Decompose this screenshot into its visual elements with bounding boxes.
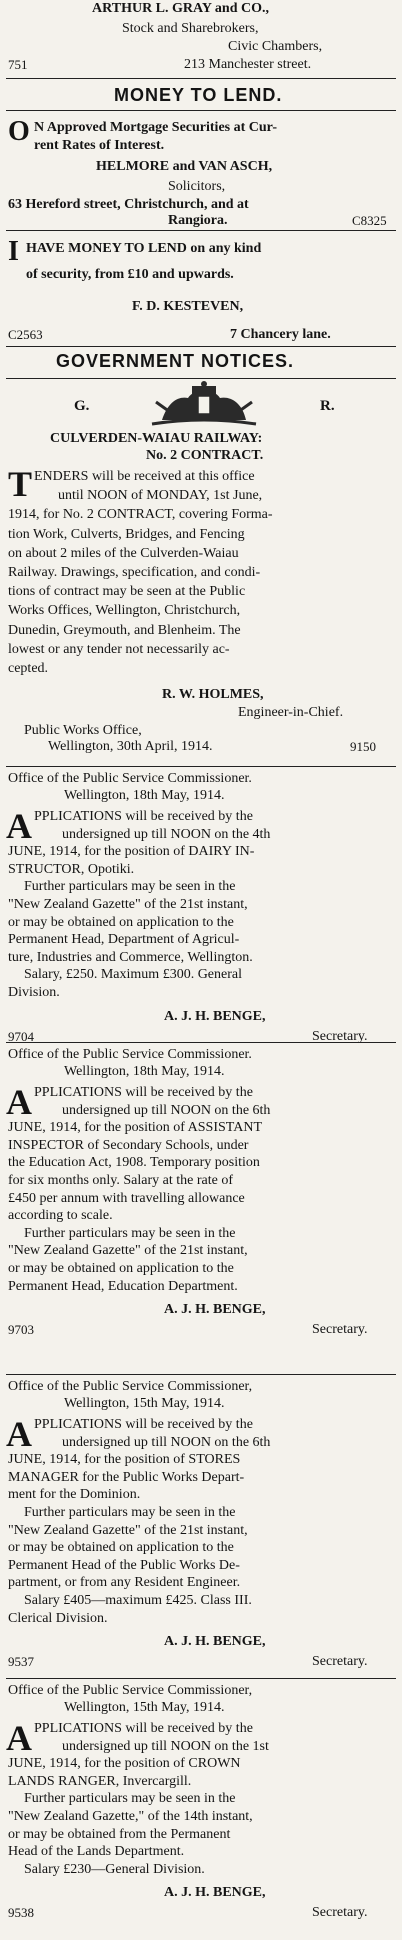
notice-signer-title: Secretary.	[312, 1322, 368, 1338]
notice-signer-title: Secretary.	[312, 1028, 368, 1044]
notice-body-line: the Education Act, 1908. Temporary position	[8, 1155, 260, 1171]
notice-date: Wellington, 18th May, 1914.	[64, 1064, 225, 1079]
kesteven-address: 7 Chancery lane.	[230, 327, 331, 342]
notice-body-line: Permanent Head, Department of Agricul-	[8, 932, 240, 948]
money-line-1: N Approved Mortgage Securities at Cur-	[34, 120, 278, 135]
notice-body-line: according to scale.	[8, 1208, 113, 1224]
railway-body-line: 1914, for No. 2 CONTRACT, covering Forma-	[8, 507, 273, 523]
divider	[6, 346, 396, 347]
notice-signer: A. J. H. BENGE,	[164, 1008, 266, 1024]
notice-signer-title: Secretary.	[312, 1905, 368, 1921]
notice-number: 9704	[8, 1028, 34, 1044]
divider	[6, 78, 396, 79]
notice-number: 9537	[8, 1654, 34, 1670]
notice-signer-title: Secretary.	[312, 1654, 368, 1670]
notice-body-line: PPLICATIONS will be received by the	[34, 1085, 253, 1100]
divider	[6, 1042, 396, 1043]
railway-date: Wellington, 30th April, 1914.	[48, 739, 213, 754]
divider	[6, 110, 396, 111]
money-heading: MONEY TO LEND.	[114, 85, 283, 105]
notice-drop-cap: A	[6, 1718, 32, 1758]
railway-body-line: tions of contract may be seen at the Public	[8, 584, 246, 600]
notice-date: Wellington, 18th May, 1914.	[64, 788, 225, 803]
notice-body-line: £450 per annum with travelling allowance	[8, 1190, 245, 1206]
notice-body-line: Salary £405—maximum £425. Class III.	[24, 1593, 252, 1608]
notice-body-line: Permanent Head, Education Department.	[8, 1278, 238, 1294]
helmore-solicitors: Solicitors,	[168, 179, 226, 194]
railway-drop-cap: T	[8, 464, 33, 504]
gray-firm-name: ARTHUR L. GRAY and CO.,	[92, 1, 270, 16]
railway-body-line: until NOON of MONDAY, 1st June,	[58, 488, 263, 504]
divider	[6, 766, 396, 767]
notice-body-line: Head of the Lands Department.	[8, 1844, 185, 1860]
notice-body-line: JUNE, 1914, for the position of ASSISTANT	[8, 1120, 262, 1136]
notice-body-line: Further particulars may be seen in the	[24, 1505, 236, 1520]
railway-signer: R. W. HOLMES,	[162, 687, 264, 702]
notice-body-line: "New Zealand Gazette," of the 14th instant,	[8, 1809, 253, 1824]
railway-number: 9150	[350, 739, 376, 754]
notice-body-line: undersigned up till NOON on the 6th	[62, 1434, 271, 1450]
kesteven-drop-cap: I	[8, 236, 19, 267]
railway-title: CULVERDEN-WAIAU RAILWAY:	[50, 431, 263, 446]
money-drop-cap: O	[8, 116, 30, 147]
notice-body-line: Further particulars may be seen in the	[24, 879, 236, 895]
notice-number: 9538	[8, 1905, 34, 1921]
notice-body-line: Salary £230—General Division.	[24, 1861, 205, 1877]
railway-body-line: on about 2 miles of the Culverden-Waiau	[8, 545, 239, 561]
notice-body-line: JUNE, 1914, for the position of DAIRY IN-	[8, 844, 255, 860]
notice-body-line: or may be obtained on application to the	[8, 1261, 234, 1276]
railway-office: Public Works Office,	[24, 723, 142, 738]
notice-body-line: PPLICATIONS will be received by the	[34, 809, 253, 824]
notice-date: Wellington, 15th May, 1914.	[64, 1700, 225, 1715]
notice-body-line: STRUCTOR, Opotiki.	[8, 861, 135, 877]
divider	[6, 1374, 396, 1375]
notice-body-line: undersigned up till NOON on the 4th	[62, 826, 271, 842]
railway-body-line: lowest or any tender not necessarily ac-	[8, 641, 230, 657]
notice-body-line: "New Zealand Gazette" of the 21st instant,	[8, 1522, 248, 1538]
notice-body-line: for six months only. Salary at the rate of	[8, 1173, 233, 1188]
helmore-code: C8325	[352, 213, 387, 228]
notice-office: Office of the Public Service Commissioner,	[8, 1379, 253, 1394]
notice-date: Wellington, 15th May, 1914.	[64, 1396, 225, 1411]
kesteven-line-2: of security, from £10 and upwards.	[26, 267, 234, 282]
notice-body-line: Permanent Head of the Public Works De-	[8, 1557, 240, 1573]
notice-office: Office of the Public Service Commissioner.	[8, 1047, 252, 1062]
notice-body-line: partment, or from any Resident Engineer.	[8, 1575, 241, 1591]
railway-subtitle: No. 2 CONTRACT.	[146, 448, 264, 463]
helmore-address: 63 Hereford street, Christchurch, and at	[8, 197, 249, 212]
railway-body-line: cepted.	[8, 661, 49, 676]
railway-body-line: ENDERS will be received at this office	[34, 469, 255, 484]
notice-signer: A. J. H. BENGE,	[164, 1885, 266, 1901]
kesteven-line-1: HAVE MONEY TO LEND on any kind	[26, 241, 262, 256]
helmore-town: Rangiora.	[168, 213, 228, 228]
notice-body-line: MANAGER for the Public Works Depart-	[8, 1469, 245, 1485]
notice-body-line: Clerical Division.	[8, 1610, 108, 1626]
railway-body-line: Dunedin, Greymouth, and Blenheim. The	[8, 622, 241, 638]
royal-coat-of-arms-icon	[148, 380, 260, 428]
divider	[6, 230, 396, 231]
helmore-firm: HELMORE and VAN ASCH,	[96, 159, 273, 174]
notice-body-line: or may be obtained on application to the	[8, 1540, 234, 1556]
gray-line-2: Stock and Sharebrokers,	[122, 21, 259, 36]
notice-office: Office of the Public Service Commissioner.	[8, 771, 252, 786]
railway-body-line: Works Offices, Wellington, Christchurch,	[8, 603, 241, 619]
notice-drop-cap: A	[6, 1414, 32, 1454]
notice-body-line: Further particulars may be seen in the	[24, 1225, 236, 1241]
notice-body-line: undersigned up till NOON on the 6th	[62, 1102, 271, 1118]
notice-body-line: "New Zealand Gazette" of the 21st instant,	[8, 1243, 248, 1259]
notice-number: 9703	[8, 1322, 34, 1338]
notice-body-line: JUNE, 1914, for the position of CROWN	[8, 1756, 241, 1772]
notice-body-line: undersigned up till NOON on the 1st	[62, 1738, 269, 1754]
notice-signer: A. J. H. BENGE,	[164, 1302, 266, 1318]
notice-body-line: INSPECTOR of Secondary Schools, under	[8, 1137, 249, 1153]
kesteven-code: C2563	[8, 327, 43, 342]
notice-signer: A. J. H. BENGE,	[164, 1634, 266, 1650]
gray-number: 751	[8, 57, 28, 72]
notice-body-line: or may be obtained from the Permanent	[8, 1826, 231, 1842]
notice-body-line: "New Zealand Gazette" of the 21st instant,	[8, 897, 248, 912]
notice-body-line: Division.	[8, 985, 60, 1000]
notice-drop-cap: A	[6, 1082, 32, 1122]
railway-signer-title: Engineer-in-Chief.	[238, 705, 344, 720]
crest-right-letter: R.	[320, 398, 335, 414]
divider	[6, 1678, 396, 1679]
notice-office: Office of the Public Service Commissioner,	[8, 1683, 253, 1698]
notice-body-line: or may be obtained on application to the	[8, 914, 234, 930]
gray-line-3: Civic Chambers,	[228, 39, 323, 54]
railway-body-line: Railway. Drawings, specification, and condi-	[8, 565, 261, 580]
notice-body-line: JUNE, 1914, for the position of STORES	[8, 1452, 241, 1468]
crest-left-letter: G.	[74, 398, 90, 414]
divider	[6, 378, 396, 379]
government-notices-heading: GOVERNMENT NOTICES.	[56, 351, 295, 371]
railway-body-line: tion Work, Culverts, Bridges, and Fencing	[8, 526, 245, 542]
notice-body-line: LANDS RANGER, Invercargill.	[8, 1773, 192, 1789]
notice-drop-cap: A	[6, 806, 32, 846]
kesteven-name: F. D. KESTEVEN,	[132, 299, 244, 314]
notice-body-line: Further particulars may be seen in the	[24, 1791, 236, 1807]
notice-body-line: PPLICATIONS will be received by the	[34, 1721, 253, 1736]
notice-body-line: PPLICATIONS will be received by the	[34, 1417, 253, 1432]
notice-body-line: Salary, £250. Maximum £300. General	[24, 967, 242, 983]
gray-address: 213 Manchester street.	[184, 57, 312, 72]
money-line-2: rent Rates of Interest.	[34, 138, 165, 153]
notice-body-line: ment for the Dominion.	[8, 1487, 141, 1503]
notice-body-line: ture, Industries and Commerce, Wellington.	[8, 949, 253, 965]
